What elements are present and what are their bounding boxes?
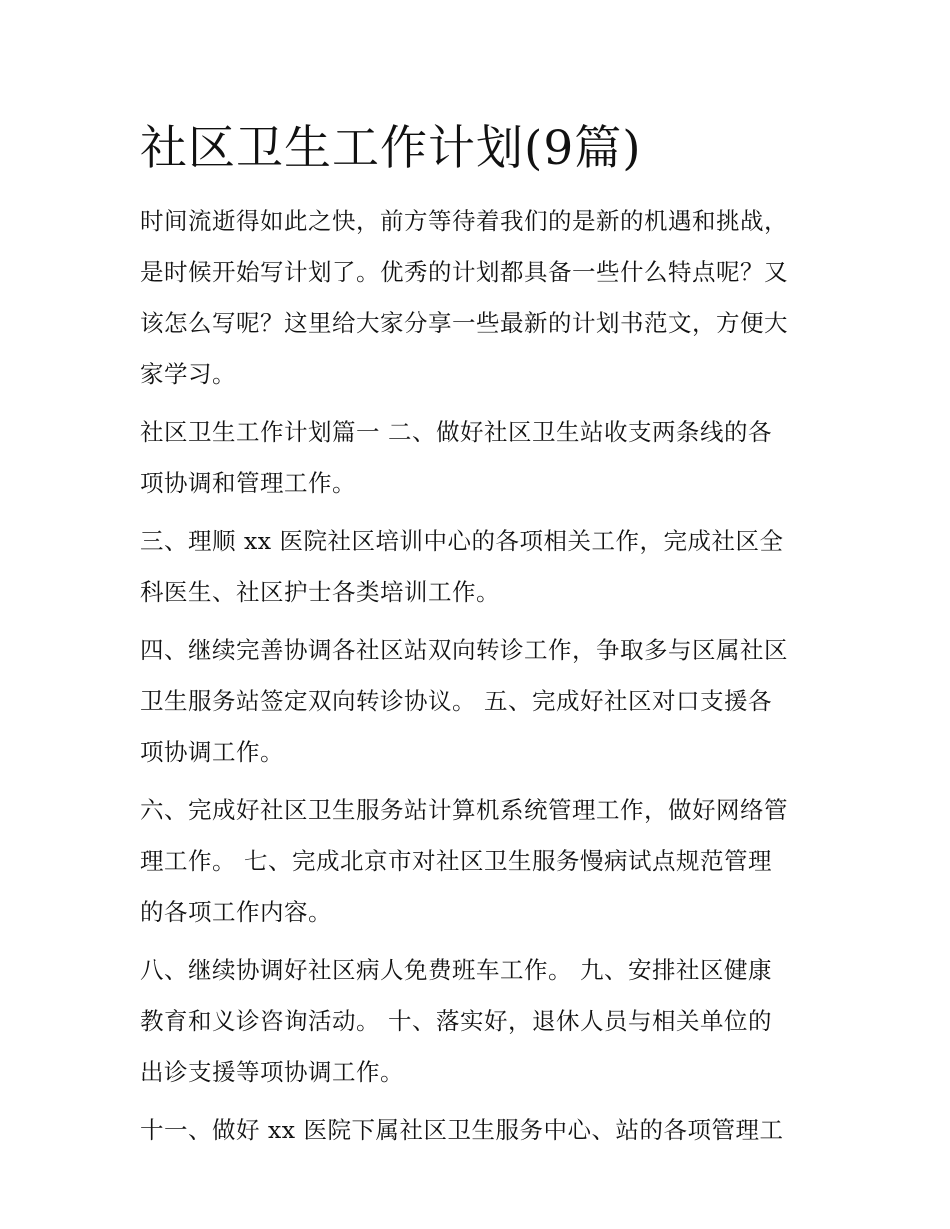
text-line: 的各项工作内容。 xyxy=(140,898,332,926)
text-line: 教育和义诊咨询活动。 十、落实好，退休人员与相关单位的 xyxy=(140,1007,772,1035)
text-line: 八、继续协调好社区病人免费班车工作。 九、安排社区健康 xyxy=(140,956,772,984)
paragraph-item-6 xyxy=(140,785,820,938)
text-line: 项协调和管理工作。 xyxy=(140,469,356,497)
text-line: 四、继续完善协调各社区站双向转诊工作，争取多与区属社区 xyxy=(140,636,788,664)
text-line: 十一、做好 xx 医院下属社区卫生服务中心、站的各项管理工 xyxy=(140,1116,784,1144)
paragraph-item-8 xyxy=(140,945,820,1098)
paragraph-item-11 xyxy=(140,1105,820,1156)
text-line: 卫生服务站签定双向转诊协议。 五、完成好社区对口支援各 xyxy=(140,687,772,715)
document-title: 社区卫生工作计划(9篇) xyxy=(140,121,642,176)
text-line: 理工作。 七、完成北京市对社区卫生服务慢病试点规范管理 xyxy=(140,847,772,875)
paragraph-intro xyxy=(140,196,820,400)
text-line: 科医生、社区护士各类培训工作。 xyxy=(140,578,500,606)
text-line: 出诊支援等项协调工作。 xyxy=(140,1058,404,1086)
text-line: 社区卫生工作计划篇一 二、做好社区卫生站收支两条线的各 xyxy=(140,418,772,446)
text-line: 三、理顺 xx 医院社区培训中心的各项相关工作，完成社区全 xyxy=(140,527,784,555)
paragraph-item-4 xyxy=(140,625,820,778)
text-line: 项协调工作。 xyxy=(140,738,284,766)
text-line: 家学习。 xyxy=(140,360,236,388)
document-body xyxy=(140,196,820,1163)
paragraph-item-3 xyxy=(140,516,820,618)
paragraph-item-2 xyxy=(140,407,820,509)
text-line: 该怎么写呢？这里给大家分享一些最新的计划书范文，方便大 xyxy=(140,309,788,337)
text-line: 是时候开始写计划了。优秀的计划都具备一些什么特点呢？又 xyxy=(140,258,788,286)
text-line: 时间流逝得如此之快，前方等待着我们的是新的机遇和挑战， xyxy=(140,207,788,235)
text-line: 六、完成好社区卫生服务站计算机系统管理工作，做好网络管 xyxy=(140,796,788,824)
